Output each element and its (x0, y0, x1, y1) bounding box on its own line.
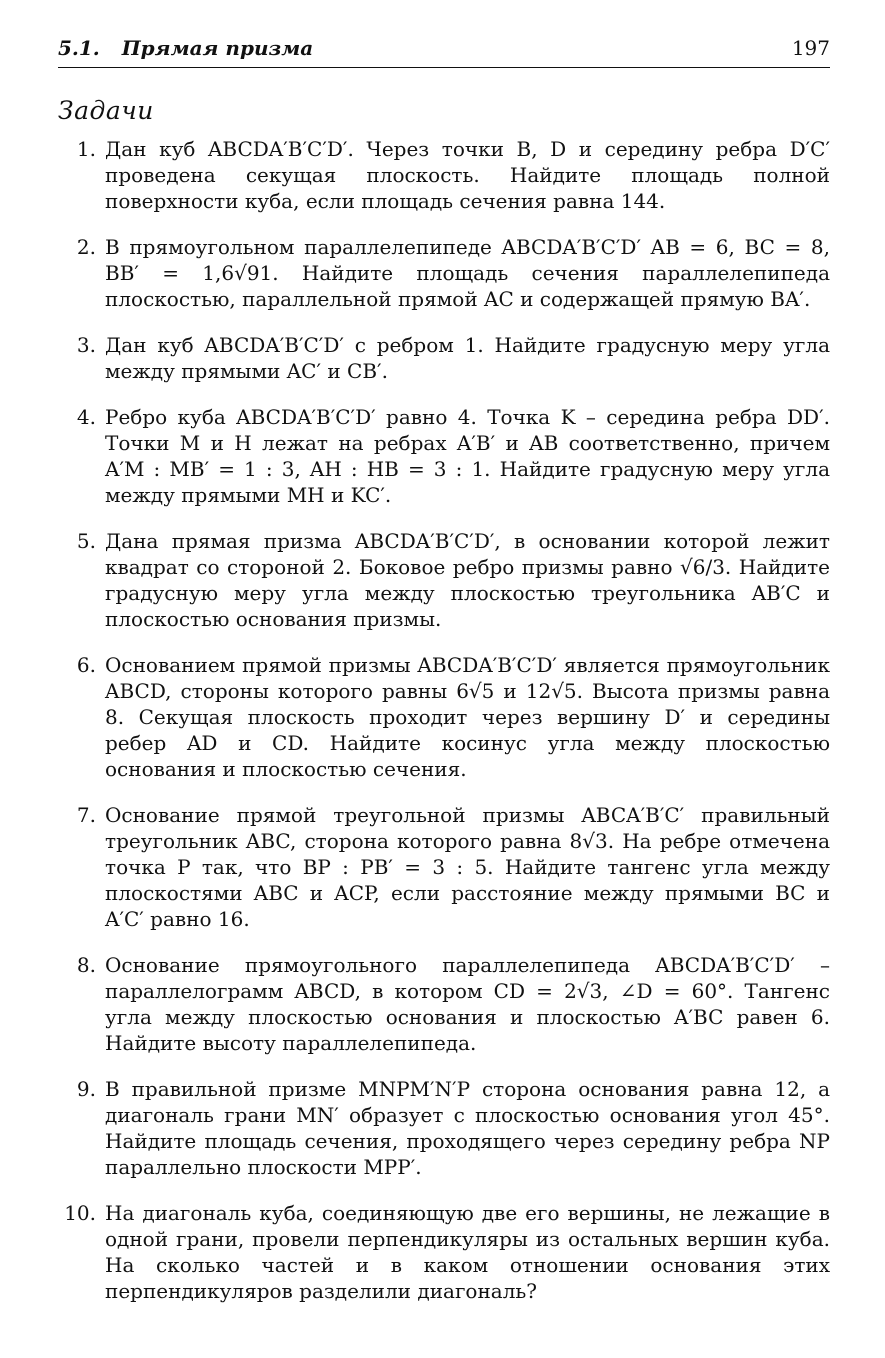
problem-10 (58, 1200, 830, 1304)
problem-number: 10. (64, 1201, 96, 1225)
problem-number: 7. (76, 803, 96, 827)
problem-8 (58, 952, 830, 1056)
problem-number: 6. (76, 653, 96, 677)
problem-number: 1. (76, 137, 96, 161)
problem-list (58, 136, 830, 1324)
problem-4 (58, 404, 830, 508)
page-number: 197 (791, 36, 830, 60)
problem-text: Основанием прямой призмы ABCDA′B′C′D′ является прямоугольник ABCD, стороны которого равны 6√5 и 12√5. Высота призмы равна 8. Секущая плоскость проходит через вершину D′ и середины ребер AD и CD. Найдите косинус угла между плоскостью основания и плоскостью сечения. (105, 653, 830, 781)
section-title: Прямая призма (121, 36, 314, 60)
problem-3 (58, 332, 830, 384)
problem-number: 2. (76, 235, 96, 259)
header-section (58, 36, 313, 60)
problem-text: Основание прямой треугольной призмы ABCA′B′C′ правильный треугольник ABC, сторона которого равна 8√3. На ребре отмечена точка P так, что BP : PB′ = 3 : 5. Найдите тангенс угла между плоскостями ABC и ACP, если расстояние между прямыми BC и A′C′ равно 16. (105, 803, 830, 931)
problem-text: Дана прямая призма ABCDA′B′C′D′, в основании которой лежит квадрат со стороной 2. Боковое ребро призмы равно √6/3. Найдите градусную меру угла между плоскостью треугольника AB′C и плоскостью основания призмы. (105, 529, 830, 631)
problem-text: Дан куб ABCDA′B′C′D′ с ребром 1. Найдите градусную меру угла между прямыми AC′ и CB′. (105, 333, 830, 383)
problem-7 (58, 802, 830, 932)
problem-number: 4. (76, 405, 96, 429)
problem-text: Дан куб ABCDA′B′C′D′. Через точки B, D и середину ребра D′C′ проведена секущая плоскость. Найдите площадь полной поверхности куба, если площадь сечения равна 144. (105, 137, 830, 213)
problem-9 (58, 1076, 830, 1180)
problem-2 (58, 234, 830, 312)
problem-1 (58, 136, 830, 214)
problem-text: Основание прямоугольного параллелепипеда ABCDA′B′C′D′ – параллелограмм ABCD, в котором CD = 2√3, ∠D = 60°. Тангенс угла между плоскостью основания и плоскостью A′BC равен 6. Найдите высоту параллелепипеда. (105, 953, 830, 1055)
problem-text: В прямоугольном параллелепипеде ABCDA′B′C′D′ AB = 6, BC = 8, BB′ = 1,6√91. Найдите площадь сечения параллелепипеда плоскостью, параллельной прямой AC и содержащей прямую BA′. (105, 235, 830, 311)
problem-number: 8. (76, 953, 96, 977)
problem-number: 3. (76, 333, 96, 357)
problems-heading: Задачи (58, 96, 154, 125)
problem-text: В правильной призме MNPM′N′P сторона основания равна 12, а диагональ грани MN′ образует с плоскостью основания угол 45°. Найдите площадь сечения, проходящего через середину ребра NP параллельно плоскости MPP′. (105, 1077, 830, 1179)
running-header (58, 34, 830, 68)
problem-5 (58, 528, 830, 632)
section-number: 5.1. (58, 36, 100, 60)
problem-6 (58, 652, 830, 782)
header-divider (58, 67, 830, 68)
problem-text: Ребро куба ABCDA′B′C′D′ равно 4. Точка K – середина ребра DD′. Точки M и H лежат на ребрах A′B′ и AB соответственно, причем A′M : MB′ = 1 : 3, AH : HB = 3 : 1. Найдите градусную меру угла между прямыми MH и KC′. (105, 405, 830, 507)
problem-number: 9. (76, 1077, 96, 1101)
problem-number: 5. (76, 529, 96, 553)
problem-text: На диагональ куба, соединяющую две его вершины, не лежащие в одной грани, провели перпендикуляры из остальных вершин куба. На сколько частей и в каком отношении основания этих перпендикуляров разделили диагональ? (105, 1201, 830, 1303)
